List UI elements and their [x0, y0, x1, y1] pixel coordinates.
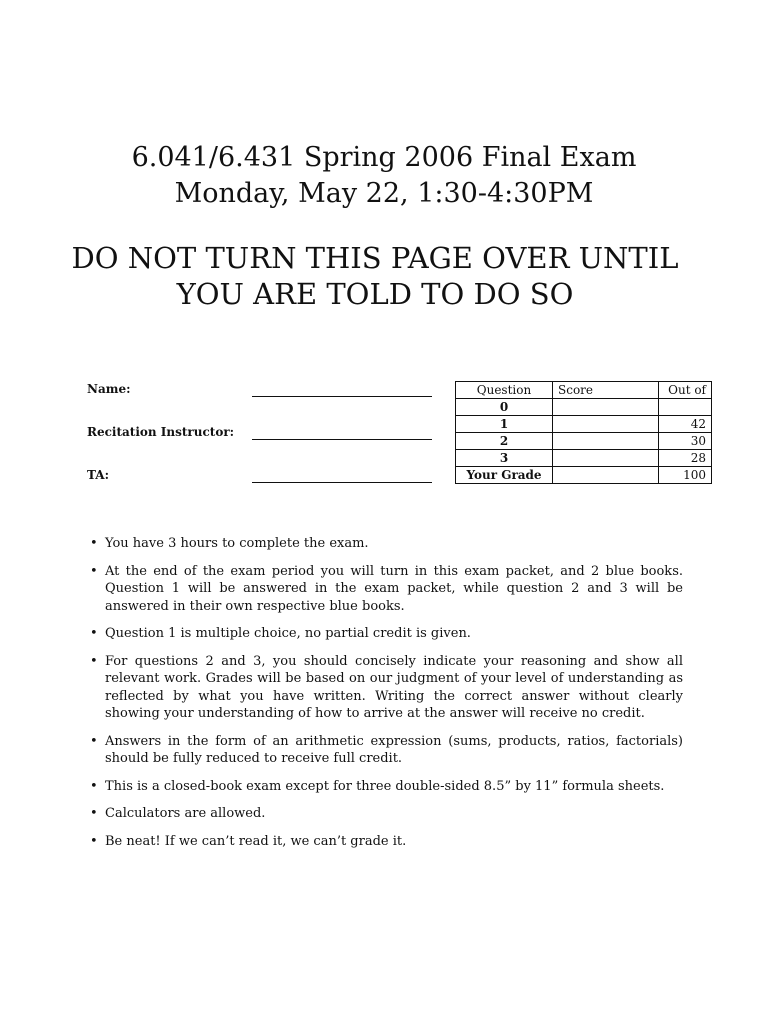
instruction-text: Question 1 is multiple choice, no partial credit is given. — [105, 626, 471, 641]
recitation-instructor-label: Recitation Instructor: — [87, 425, 235, 439]
score-cell — [553, 416, 659, 433]
recitation-instructor-field-row — [87, 425, 437, 468]
instruction-text: You have 3 hours to complete the exam. — [105, 536, 369, 551]
list-item — [88, 805, 683, 823]
bullet-icon: • — [90, 778, 98, 794]
instruction-text: This is a closed-book exam except for three double-sided 8.5” by 11” formula sheets. — [105, 778, 665, 794]
score-cell — [553, 467, 659, 484]
instructions-list — [88, 535, 683, 860]
student-info-fields — [87, 382, 437, 511]
warning-notice — [0, 240, 750, 312]
list-item — [88, 733, 683, 768]
exam-title-line-2: Monday, May 22, 1:30-4:30PM — [174, 178, 594, 209]
grade-table-header-row — [456, 382, 712, 399]
bullet-icon: • — [90, 806, 98, 821]
instruction-text: Be neat! If we can’t read it, we can’t grade it. — [105, 833, 407, 849]
name-field-row — [87, 382, 437, 425]
list-item — [88, 653, 683, 723]
question-cell: 2 — [456, 433, 553, 450]
grade-table — [455, 381, 712, 484]
question-cell: Your Grade — [456, 467, 553, 484]
table-row — [456, 450, 712, 467]
bullet-icon: • — [90, 733, 98, 749]
table-row — [456, 399, 712, 416]
exam-title-line-1: 6.041/6.431 Spring 2006 Final Exam — [131, 142, 637, 173]
ta-field-row — [87, 468, 437, 511]
table-row — [456, 467, 712, 484]
question-cell: 3 — [456, 450, 553, 467]
question-cell: 0 — [456, 399, 553, 416]
score-cell — [553, 399, 659, 416]
instruction-text: Answers in the form of an arithmetic expression (sums, products, ratios, factorials) should be fully reduced to receive full credit. — [105, 733, 683, 766]
out-of-cell: 30 — [659, 433, 712, 450]
ta-label: TA: — [87, 468, 110, 482]
table-row — [456, 433, 712, 450]
out-of-cell: 100 — [659, 467, 712, 484]
name-label: Name: — [87, 382, 131, 396]
bullet-icon: • — [90, 833, 98, 849]
score-cell — [553, 433, 659, 450]
bullet-icon: • — [90, 653, 98, 669]
out-of-cell: 42 — [659, 416, 712, 433]
header-score: Score — [553, 382, 659, 399]
score-cell — [553, 450, 659, 467]
out-of-cell: 28 — [659, 450, 712, 467]
bullet-icon: • — [90, 536, 98, 551]
recitation-instructor-blank-line — [252, 439, 432, 440]
list-item — [88, 833, 683, 851]
name-blank-line — [252, 396, 432, 397]
header-question: Question — [456, 382, 553, 399]
list-item — [88, 535, 683, 553]
list-item — [88, 625, 683, 643]
instruction-text: For questions 2 and 3, you should concisely indicate your reasoning and show all relevant work. Grades will be based on our judgment of your level of understanding as reflected by what you have written. Writing the correct answer without clearly showing your understanding of how to arrive at the answer will receive no credit. — [105, 653, 683, 721]
list-item — [88, 563, 683, 616]
warning-line-1: DO NOT TURN THIS PAGE OVER UNTIL — [71, 241, 679, 275]
bullet-icon: • — [90, 563, 98, 579]
bullet-icon: • — [90, 626, 98, 641]
out-of-cell — [659, 399, 712, 416]
exam-title — [0, 140, 768, 212]
instruction-text: At the end of the exam period you will turn in this exam packet, and 2 blue books. Question 1 will be answered in the exam packet, while question 2 and 3 will be answered in their own respective blue books. — [105, 563, 683, 614]
table-row — [456, 416, 712, 433]
warning-line-2: YOU ARE TOLD TO DO SO — [176, 277, 574, 311]
question-cell: 1 — [456, 416, 553, 433]
header-out-of: Out of — [659, 382, 712, 399]
ta-blank-line — [252, 482, 432, 483]
list-item — [88, 778, 683, 796]
instruction-text: Calculators are allowed. — [105, 806, 266, 821]
